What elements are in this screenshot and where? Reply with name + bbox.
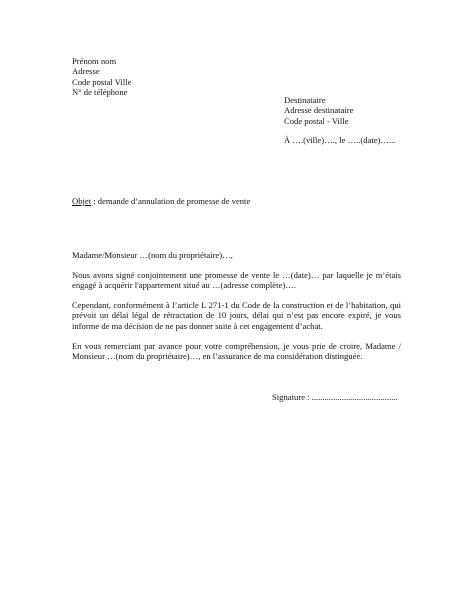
sender-phone: N° de téléphone <box>72 87 128 98</box>
paragraph-line: informe de ma décision de ne pas donner suite à cet engagement d’achat. <box>72 320 323 331</box>
body-paragraph-2 <box>72 300 401 331</box>
recipient-address-block <box>284 95 353 126</box>
body-paragraph-1 <box>72 270 401 291</box>
paragraph-line: En vous remerciant par avance pour votre compréhension, je vous prie de croire, Madame / <box>72 341 401 351</box>
subject-label: Objet <box>72 196 92 206</box>
sender-name: Prénom nom <box>72 56 117 66</box>
recipient-name: Destinataire <box>284 95 326 105</box>
sender-address-block <box>72 56 131 98</box>
subject-line <box>72 196 250 206</box>
recipient-address: Adresse destinataire <box>284 105 354 116</box>
sender-postal-city: Code postal Ville <box>72 76 132 87</box>
paragraph-line: engagé à acquérir l'appartement situé au …(adresse complète)…. <box>72 280 296 291</box>
paragraph-line: Cependant, conformément à l’article L 271-1 du Code de la construction et de l’habitation, qui <box>72 300 401 310</box>
sender-address: Adresse <box>72 66 100 77</box>
recipient-postal-city: Code postal - Ville <box>284 115 349 126</box>
subject-text: : demande d’annulation de promesse de vente <box>91 196 251 206</box>
salutation: Madame/Monsieur …(nom du propriétaire)…, <box>72 250 233 260</box>
body-paragraph-3 <box>72 341 401 362</box>
signature-line: Signature : ........................................ <box>272 392 398 402</box>
paragraph-line: Monsieur …(nom du propriétaire)…, en l’assurance de ma considération distinguée. <box>72 351 363 362</box>
paragraph-line: prévoit un délai légal de rétractation de 10 jours, délai qui n’est pas encore expiré, je vous <box>72 310 401 321</box>
place-date-line: À ….(ville)…., le …..(date)…... <box>284 135 396 145</box>
paragraph-line: Nous avons signé conjointement une promesse de vente le …(date)… par laquelle je m’étais <box>72 270 401 280</box>
